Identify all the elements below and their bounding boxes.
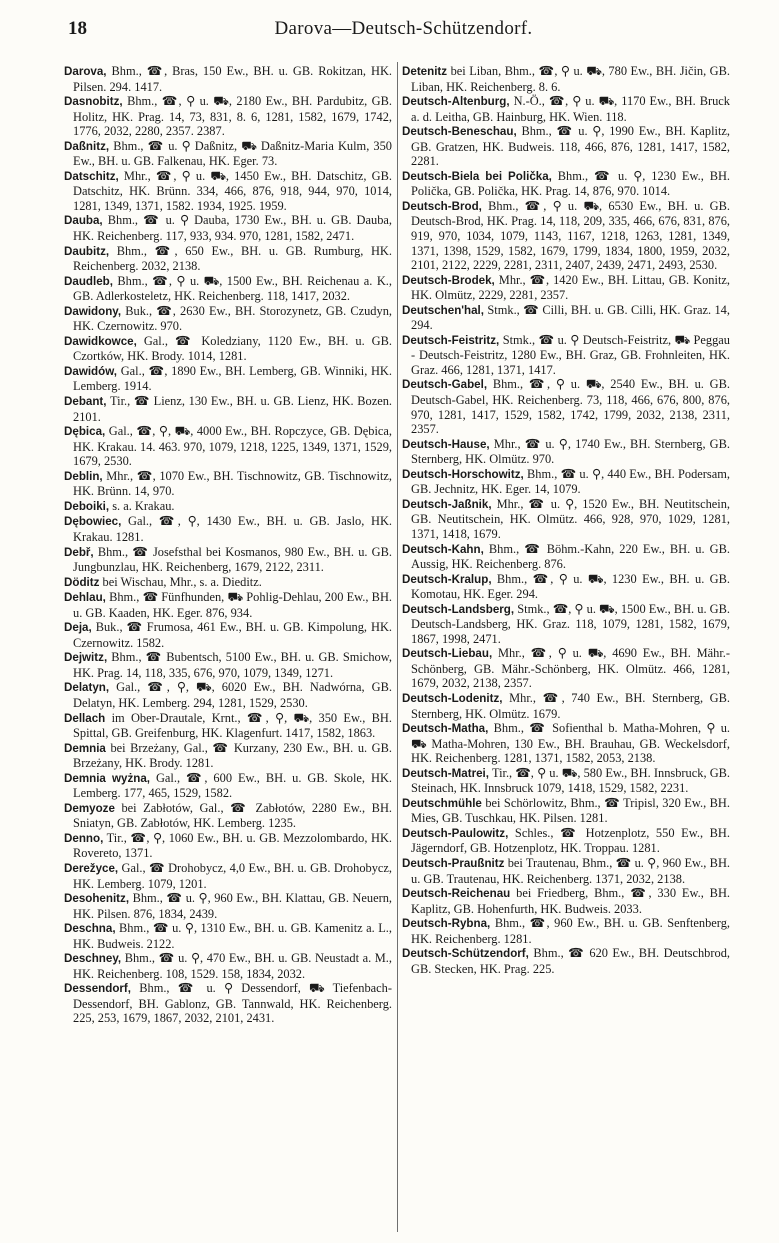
entry-place-name: Deutsch-Reichenau [402, 887, 511, 901]
entry-details: Tir., ☎, ⚲, 1060 Ew., BH. u. GB. Mezzolombardo, HK. Rovereto, 1371. [73, 830, 393, 861]
directory-entry [64, 213, 392, 243]
entry-details: Bhm., ☎ u. ⚲, 1230 Ew., BH. Polička, GB. Polička, HK. Prag. 14, 876, 970. 1014. [411, 168, 731, 199]
entry-place-name: Deutsch-Biela bei Polička, [402, 169, 552, 183]
entry-details: Stmk., ☎ Cilli, BH. u. GB. Cilli, HK. Graz. 14, 294. [411, 302, 730, 333]
entry-details: bei Zabłotów, Gal., ☎ Zabłotów, 2280 Ew., BH. Sniatyn, GB. Zabłotów, HK. Lemberg. 1235. [73, 800, 392, 831]
entry-place-name: Deutsch-Lodenitz, [402, 691, 503, 705]
directory-entry [402, 199, 730, 273]
entry-place-name: Deutsch-Beneschau, [402, 125, 517, 139]
entry-place-name: Dębowiec, [64, 515, 122, 529]
directory-entry [402, 377, 730, 436]
column-divider [397, 62, 398, 1232]
entry-place-name: Darova, [64, 65, 107, 78]
right-column [402, 64, 730, 976]
entry-details: bei Brzeżany, Gal., ☎ Kurzany, 230 Ew., BH. u. GB. Brzeżany, HK. Brody. 1281. [73, 740, 392, 771]
entry-place-name: Deutsch-Kahn, [402, 542, 484, 556]
directory-entry [64, 169, 392, 214]
directory-entry [402, 437, 730, 467]
entry-place-name: Dawidony, [64, 304, 122, 318]
directory-entry [402, 646, 730, 691]
entry-details: Bhm., ☎ 620 Ew., BH. Deutschbrod, GB. Stecken, HK. Prag. 225. [411, 946, 730, 976]
directory-entry [402, 273, 730, 303]
entry-place-name: Detenitz [402, 65, 448, 78]
entry-place-name: Demyoze [64, 801, 115, 815]
entry-details: Bhm., ☎ u. ⚲, 960 Ew., BH. Klattau, GB. Neuern, HK. Pilsen. 876, 1834, 2439. [73, 891, 392, 921]
entry-details: bei Wischau, Mhr., s. a. Dieditz. [102, 574, 262, 589]
page-number: 18 [68, 18, 87, 39]
directory-entry [64, 575, 392, 591]
entry-place-name: Demnia wyżna, [64, 771, 150, 785]
entry-details: Mhr., ☎, 740 Ew., BH. Sternberg, GB. Sternberg, HK. Olmütz. 1679. [411, 690, 730, 721]
entry-place-name: Deutsch-Brod, [402, 199, 482, 213]
entry-place-name: Derežyce, [64, 861, 119, 875]
entry-place-name: Deutsch-Landsberg, [402, 602, 515, 616]
entry-place-name: Deutsch-Schützendorf, [402, 947, 529, 961]
directory-entry [402, 602, 730, 647]
directory-entry [64, 64, 392, 94]
page-header [68, 18, 739, 42]
directory-entry [64, 499, 392, 515]
entry-details: Bhm., ☎ u. ⚲, 470 Ew., BH. u. GB. Neustadt a. M., HK. Reichenberg. 108, 1529. 158, 1834, 2032. [73, 951, 392, 981]
entry-details: Bhm., ☎ Sofienthal b. Matha-Mohren, ⚲ u. ⛟ Matha-Mohren, 130 Ew., BH. Brauhau, GB. Weckelsdorf, HK. Reichenberg. 1281, 1371, 1582, 2053, 2138. [411, 721, 730, 766]
entry-place-name: Deutschen'hal, [402, 303, 484, 317]
entry-details: Mhr., ☎ u. ⚲, 1520 Ew., BH. Neutitschein, GB. Neutitschein, HK. Olmütz. 466, 928, 970, 1029, 1281, 1371, 1418, 1679. [411, 496, 730, 541]
directory-entry [402, 169, 730, 199]
entry-place-name: Deutschmühle [402, 796, 482, 810]
entry-place-name: Delatyn, [64, 681, 110, 695]
entry-details: Bhm., ☎, ⚲ u. ⛟, 2180 Ew., BH. Pardubitz, GB. Holitz, HK. Prag. 14, 73, 831, 8. 6, 1281, 1582, 1679, 1742, 1776, 2032, 2280, 2357. 2387. [73, 94, 392, 139]
entry-place-name: Dehlau, [64, 591, 106, 605]
directory-entry [402, 691, 730, 721]
directory-entry [402, 916, 730, 946]
entry-place-name: Deutsch-Gabel, [402, 378, 488, 392]
entry-place-name: Deutsch-Altenburg, [402, 95, 510, 109]
entry-place-name: Denno, [64, 831, 104, 845]
entry-place-name: Dejwitz, [64, 651, 108, 665]
entry-details: Bhm., ☎ u. ⚲, 440 Ew., BH. Podersam, GB. Jechnitz, HK. Eger. 14, 1079. [411, 466, 730, 497]
entry-place-name: Döditz [64, 575, 100, 589]
entry-details: bei Liban, Bhm., ☎, ⚲ u. ⛟, 780 Ew., BH. Jičin, GB. Liban, HK. Reichenberg. 8. 6. [411, 64, 730, 94]
entry-place-name: Deutsch-Rybna, [402, 917, 491, 931]
directory-entry [402, 796, 730, 826]
directory-entry [64, 921, 392, 951]
entry-details: Stmk., ☎, ⚲ u. ⛟, 1500 Ew., BH. u. GB. Deutsch-Landsberg, HK. Graz. 118, 1079, 1281, 1582, 1679, 1867, 1998, 2471. [411, 601, 730, 646]
directory-entry [64, 244, 392, 274]
entry-details: Bhm., ☎, 960 Ew., BH. u. GB. Senftenberg, HK. Reichenberg. 1281. [411, 916, 730, 946]
entry-details: Gal., ☎, 1890 Ew., BH. Lemberg, GB. Winniki, HK. Lemberg. 1914. [73, 363, 392, 394]
entry-place-name: Demnia [64, 741, 106, 755]
entry-details: Mhr., ☎, ⚲ u. ⛟, 1450 Ew., BH. Datschitz, GB. Datschitz, HK. Brünn. 334, 466, 876, 918, 944, 970, 1014, 1281, 1349, 1371, 1582. 1934, 1925. 1959. [73, 168, 392, 213]
directory-entry [64, 274, 392, 304]
entry-details: s. a. Krakau. [112, 498, 175, 513]
entry-place-name: Dasnobitz, [64, 95, 123, 109]
left-column [64, 64, 392, 1026]
directory-entry [402, 467, 730, 497]
entry-details: Bhm., ☎, Bras, 150 Ew., BH. u. GB. Rokitzan, HK. Pilsen. 294. 1417. [73, 64, 392, 94]
directory-entry [64, 334, 392, 364]
entry-details: Bhm., ☎ u. ⚲ Daßnitz, ⛟ Daßnitz-Maria Kulm, 350 Ew., BH. u. GB. Falkenau, HK. Eger. 73. [73, 138, 392, 169]
directory-entry [64, 514, 392, 544]
entry-place-name: Deutsch-Paulowitz, [402, 826, 509, 840]
entry-place-name: Dawidów, [64, 364, 118, 378]
entry-place-name: Deschna, [64, 922, 116, 936]
entry-place-name: Deutsch-Horschowitz, [402, 467, 524, 481]
directory-entry [64, 424, 392, 469]
directory-entry [64, 469, 392, 499]
running-head: Darova—Deutsch-Schützendorf. [274, 18, 533, 39]
entry-place-name: Deutsch-Praußnitz [402, 856, 505, 870]
directory-entry [64, 951, 392, 981]
entry-place-name: Deutsch-Hause, [402, 437, 490, 451]
entry-place-name: Dessendorf, [64, 982, 132, 996]
entry-details: Mhr., ☎, 1420 Ew., BH. Littau, GB. Konitz, HK. Olmütz, 2229, 2281, 2357. [411, 272, 730, 303]
entry-details: Bhm., ☎, ⚲ u. ⛟, 1230 Ew., BH. u. GB. Komotau, HK. Eger. 294. [411, 571, 730, 602]
entry-details: Gal., ☎ Drohobycz, 4,0 Ew., BH. u. GB. Drohobycz, HK. Lemberg. 1079, 1201. [73, 860, 392, 891]
directory-entry [64, 545, 392, 575]
entry-details: Bhm., ☎ u. ⚲, 1310 Ew., BH. u. GB. Kamenitz a. L., HK. Budweis. 2122. [73, 921, 392, 951]
entry-place-name: Deutsch-Liebau, [402, 647, 493, 661]
directory-entry [402, 542, 730, 572]
entry-details: Mhr., ☎ u. ⚲, 1740 Ew., BH. Sternberg, GB. Sternberg, HK. Olmütz. 970. [411, 436, 730, 467]
directory-entry [64, 771, 392, 801]
entry-details: bei Schörlowitz, Bhm., ☎ Tripisl, 320 Ew., BH. Mies, GB. Tuschkau, HK. Pilsen. 1281. [411, 795, 730, 826]
directory-entry [402, 721, 730, 766]
entry-details: Gal., ☎ Koledziany, 1120 Ew., BH. u. GB. Czortków, HK. Brody. 1014, 1281. [73, 333, 392, 364]
entry-place-name: Dawidkowce, [64, 334, 137, 348]
directory-entry [402, 856, 730, 886]
entry-place-name: Daubitz, [64, 244, 110, 258]
directory-entry [64, 94, 392, 139]
entry-place-name: Dębica, [64, 425, 106, 439]
entry-place-name: Deboiki, [64, 499, 110, 513]
directory-entry [402, 64, 730, 94]
entry-place-name: Deblin, [64, 469, 103, 483]
entry-details: Bhm., ☎ Fünfhunden, ⛟ Pohlig-Dehlau, 200 Ew., BH. u. GB. Kaaden, HK. Eger. 876, 934. [73, 590, 392, 620]
directory-entry [402, 497, 730, 542]
directory-entry [64, 590, 392, 620]
entry-details: Bhm., ☎ Böhm.-Kahn, 220 Ew., BH. u. GB. Aussig, HK. Reichenberg. 876. [411, 541, 730, 572]
entry-details: Bhm., ☎ u. ⚲ Dauba, 1730 Ew., BH. u. GB. Dauba, HK. Reichenberg. 117, 933, 934. 970, 1281, 1582, 2471. [73, 213, 392, 244]
entry-details: N.-Ö., ☎, ⚲ u. ⛟, 1170 Ew., BH. Bruck a. d. Leitha, GB. Hainburg, HK. Wien. 118. [411, 94, 730, 124]
entry-details: Bhm., ☎ u. ⚲ Dessendorf, ⛟ Tiefenbach-Dessendorf, BH. Gablonz, GB. Tannwald, HK. Reichenberg. 225, 253, 1679, 1867, 2032, 2101, 2431. [73, 981, 392, 1026]
directory-entry [402, 333, 730, 378]
directory-entry [64, 394, 392, 424]
entry-place-name: Deutsch-Jaßnik, [402, 497, 492, 511]
entry-details: Bhm., ☎ u. ⚲, 1990 Ew., BH. Kaplitz, GB. Gratzen, HK. Budweis. 118, 466, 876, 1281, 1417, 1582, 2281. [411, 124, 730, 169]
entry-details: im Ober-Drautale, Krnt., ☎, ⚲, ⛟, 350 Ew., BH. Spittal, GB. Greifenburg, HK. Klagenfurt. 1417, 1582, 1863. [73, 710, 392, 741]
entry-details: Bhm., ☎, ⚲ u. ⛟, 2540 Ew., BH. u. GB. Deutsch-Gabel, HK. Reichenberg. 73, 118, 466, 676, 800, 876, 970, 1281, 1417, 1529, 1582, 1742, 1799, 2032, 2138, 2311, 2357. [411, 377, 730, 437]
entry-details: Bhm., ☎, ⚲ u. ⛟, 6530 Ew., BH. u. GB. Deutsch-Brod, HK. Prag. 14, 118, 209, 335, 466, 676, 831, 876, 919, 970, 1034, 1079, 1143, 1167, 1218, 1263, 1281, 1349, 1371, 1398, 1529, 1582, 1679, 1799, 1834, 1800, 1959, 2032, 2101, 2122, 2229, 2281, 2311, 2407, 2439, 2471, 2493, 2530. [411, 198, 730, 273]
directory-entry [64, 364, 392, 394]
directory-entry [64, 861, 392, 891]
entry-details: Gal., ☎, ⚲, 1430 Ew., BH. u. GB. Jaslo, HK. Krakau. 1281. [73, 514, 392, 544]
directory-entry [402, 886, 730, 916]
entry-details: Bhm., ☎ Bubentsch, 5100 Ew., BH. u. GB. Smichow, HK. Prag. 14, 118, 335, 676, 970, 1079, 1349, 1271. [73, 650, 392, 680]
entry-details: Tir., ☎ Lienz, 130 Ew., BH. u. GB. Lienz, HK. Bozen. 2101. [73, 394, 392, 424]
entry-place-name: Deutsch-Brodek, [402, 273, 495, 287]
entry-place-name: Debř, [64, 545, 94, 559]
directory-entry [64, 981, 392, 1026]
entry-place-name: Deutsch-Kralup, [402, 572, 492, 586]
entry-details: Schles., ☎ Hotzenplotz, 550 Ew., BH. Jägerndorf, GB. Hotzenplotz, HK. Troppau. 1281. [411, 825, 730, 856]
entry-place-name: Deutsch-Matha, [402, 722, 489, 736]
directory-entry [64, 711, 392, 741]
entry-place-name: Deutsch-Matrei, [402, 766, 489, 780]
entry-details: Mhr., ☎, 1070 Ew., BH. Tischnowitz, GB. Tischnowitz, HK. Brünn. 14, 970. [73, 468, 392, 499]
directory-entry [402, 572, 730, 602]
entry-place-name: Daudleb, [64, 274, 113, 288]
directory-entry [402, 826, 730, 856]
entry-place-name: Deschney, [64, 952, 122, 966]
entry-place-name: Dauba, [64, 214, 103, 228]
entry-place-name: Daßnitz, [64, 139, 110, 153]
directory-entry [64, 891, 392, 921]
entry-place-name: Deutsch-Feistritz, [402, 333, 500, 347]
entry-place-name: Deja, [64, 621, 92, 635]
directory-entry [402, 124, 730, 169]
directory-entry [64, 801, 392, 831]
directory-entry [64, 139, 392, 169]
directory-entry [64, 304, 392, 334]
directory-entry [64, 680, 392, 710]
entry-place-name: Dellach [64, 711, 106, 725]
directory-entry [402, 303, 730, 333]
directory-entry [64, 831, 392, 861]
entry-details: Bhm., ☎ Josefsthal bei Kosmanos, 980 Ew., BH. u. GB. Jungbunzlau, HK. Reichenberg, 1679, 2122, 2311. [73, 544, 392, 575]
entry-details: Gal., ☎, 600 Ew., BH. u. GB. Skole, HK. Lemberg. 177, 465, 1529, 1582. [73, 770, 392, 801]
entry-details: Bhm., ☎, 650 Ew., BH. u. GB. Rumburg, HK. Reichenberg. 2032, 2138. [73, 243, 392, 274]
directory-entry [64, 650, 392, 680]
entry-details: Gal., ☎, ⚲, ⛟, 4000 Ew., BH. Ropczyce, GB. Dębica, HK. Krakau. 14. 463. 970, 1079, 1218, 1225, 1349, 1371, 1529, 1679, 2530. [73, 424, 392, 469]
entry-details: Buk., ☎, 2630 Ew., BH. Storozynetz, GB. Czudyn, HK. Czernowitz. 970. [73, 303, 392, 334]
entry-details: Mhr., ☎, ⚲ u. ⛟, 4690 Ew., BH. Mähr.-Schönberg, GB. Mähr.-Schönberg, HK. Olmütz. 466, 1281, 1679, 2032, 2138, 2357. [411, 646, 730, 691]
directory-entry [402, 946, 730, 976]
entry-details: Gal., ☎, ⚲, ⛟, 6020 Ew., BH. Nadwórna, GB. Delatyn, HK. Lemberg. 294, 1281, 1529, 2530. [73, 680, 392, 710]
directory-entry [64, 620, 392, 650]
entry-details: Tir., ☎, ⚲ u. ⛟, 580 Ew., BH. Innsbruck, GB. Steinach, HK. Innsbruck 1079, 1418, 1529, 1582, 2231. [411, 765, 731, 796]
entry-details: Buk., ☎ Frumosa, 461 Ew., BH. u. GB. Kimpolung, HK. Czernowitz. 1582. [73, 620, 392, 650]
directory-entry [402, 766, 730, 796]
entry-details: bei Trautenau, Bhm., ☎ u. ⚲, 960 Ew., BH. u. GB. Trautenau, HK. Reichenberg. 1371, 2032, 2138. [411, 855, 730, 886]
directory-entry [64, 741, 392, 771]
entry-details: Stmk., ☎ u. ⚲ Deutsch-Feistritz, ⛟ Peggau - Deutsch-Feistritz, 1280 Ew., BH. Graz, GB. Frohnleiten, HK. Graz. 466, 1281, 1371, 1417. [411, 332, 730, 377]
entry-details: Bhm., ☎, ⚲ u. ⛟, 1500 Ew., BH. Reichenau a. K., GB. Adlerkosteletz, HK. Reichenberg. 118, 1417, 2032. [73, 273, 392, 304]
entry-place-name: Desohenitz, [64, 892, 130, 906]
entry-details: bei Friedberg, Bhm., ☎, 330 Ew., BH. Kaplitz, GB. Hohenfurth, HK. Budweis. 2033. [411, 886, 730, 916]
directory-entry [402, 94, 730, 124]
entry-place-name: Datschitz, [64, 169, 119, 183]
entry-place-name: Debant, [64, 395, 107, 409]
